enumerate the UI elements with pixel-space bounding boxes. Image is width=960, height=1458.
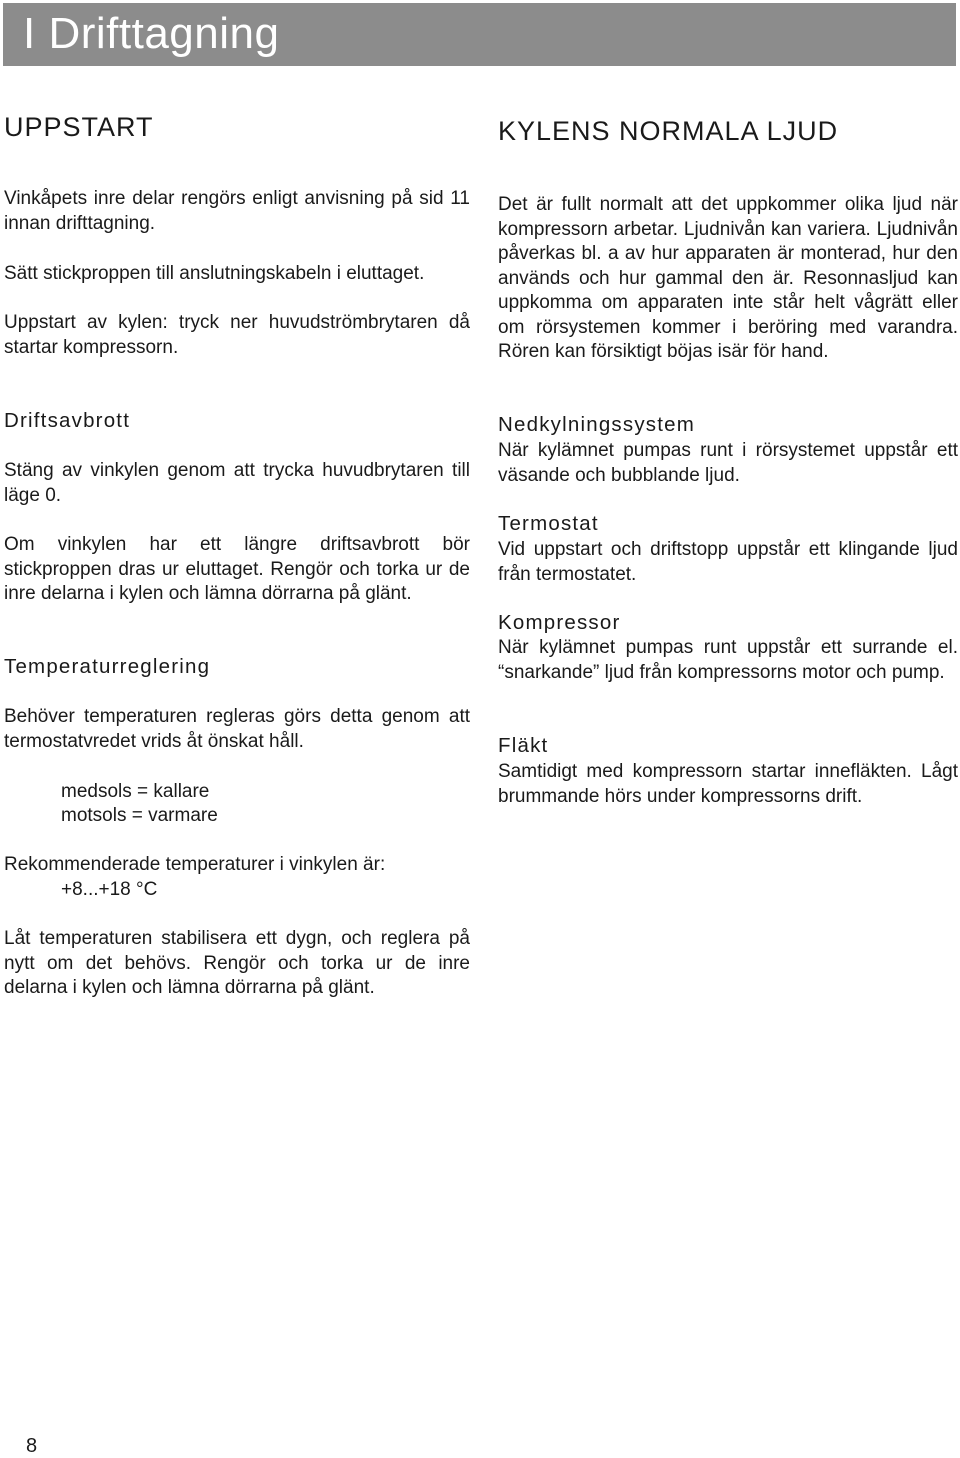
driftsavbrott-heading: Driftsavbrott	[4, 409, 131, 432]
normal-sounds-heading: KYLENS NORMALA LJUD	[498, 116, 839, 146]
paragraph-stabilize: Låt temperaturen stabilisera ett dygn, och reglera på nytt om det behövs. Rengör och torka ur de inre delarna i kylen och lämna dörrarna på glänt.	[4, 928, 470, 998]
medsols-line: medsols = kallare	[61, 781, 210, 802]
page-number: 8	[26, 1435, 38, 1457]
flakt-text: Samtidigt med kompressorn startar innefläkten. Lågt brummande hörs under kompressorns drift.	[498, 761, 958, 807]
nedkylningssystem-text: När kylämnet pumpas runt i rörsystemet uppstår ett väsande och bubblande ljud.	[498, 440, 958, 486]
recommended-value: +8...+18 °C	[61, 879, 158, 900]
kompressor-text: När kylämnet pumpas runt uppstår ett surrande el. “snarkande” ljud från kompressorns motor och pump.	[498, 637, 958, 683]
recommended-label: Rekommenderade temperaturer i vinkylen är:	[4, 854, 386, 875]
page-title: I Drifttagning	[23, 9, 280, 58]
temperaturreglering-heading: Temperaturreglering	[4, 655, 211, 678]
title-bar	[3, 3, 956, 66]
uppstart-heading: UPPSTART	[4, 112, 154, 142]
motsols-line: motsols = varmare	[61, 805, 218, 826]
paragraph-startup: Uppstart av kylen: tryck ner huvudströmbrytaren då startar kompressorn.	[4, 312, 470, 358]
kompressor-heading: Kompressor	[498, 611, 621, 634]
termostat-heading: Termostat	[498, 512, 599, 535]
flakt-heading: Fläkt	[498, 734, 549, 757]
paragraph-cleaning: Vinkåpets inre delar rengörs enligt anvisning på sid 11 innan drifttagning.	[4, 188, 470, 234]
nedkylningssystem-heading: Nedkylningssystem	[498, 413, 695, 436]
paragraph-switch-off: Stäng av vinkylen genom att trycka huvudbrytaren till läge 0.	[4, 460, 470, 506]
paragraph-thermostat: Behöver temperaturen regleras görs detta genom att termostatvredet vrids åt önskat håll.	[4, 706, 470, 752]
termostat-text: Vid uppstart och driftstopp uppstår ett klingande ljud från termostatet.	[498, 539, 958, 585]
paragraph-plug: Sätt stickproppen till anslutningskabeln i eluttaget.	[4, 263, 425, 284]
paragraph-long-break: Om vinkylen har ett längre driftsavbrott bör stickproppen dras ur eluttaget. Rengör och torka ur de inre delarna i kylen och lämna dörrarna på glänt.	[4, 534, 470, 604]
sounds-intro: Det är fullt normalt att det uppkommer olika ljud när kompressorn arbetar. Ljudnivån kan variera. Ljudnivån påverkas bl. a av hur apparaten är monterad, hur den används och hur gammal den är. Resonnasljud kan uppkomma om apparaten inte står helt vågrätt eller om rörsystemen kommer i beröring med varandra. Rören kan försiktigt böjas isär för hand.	[498, 194, 958, 362]
